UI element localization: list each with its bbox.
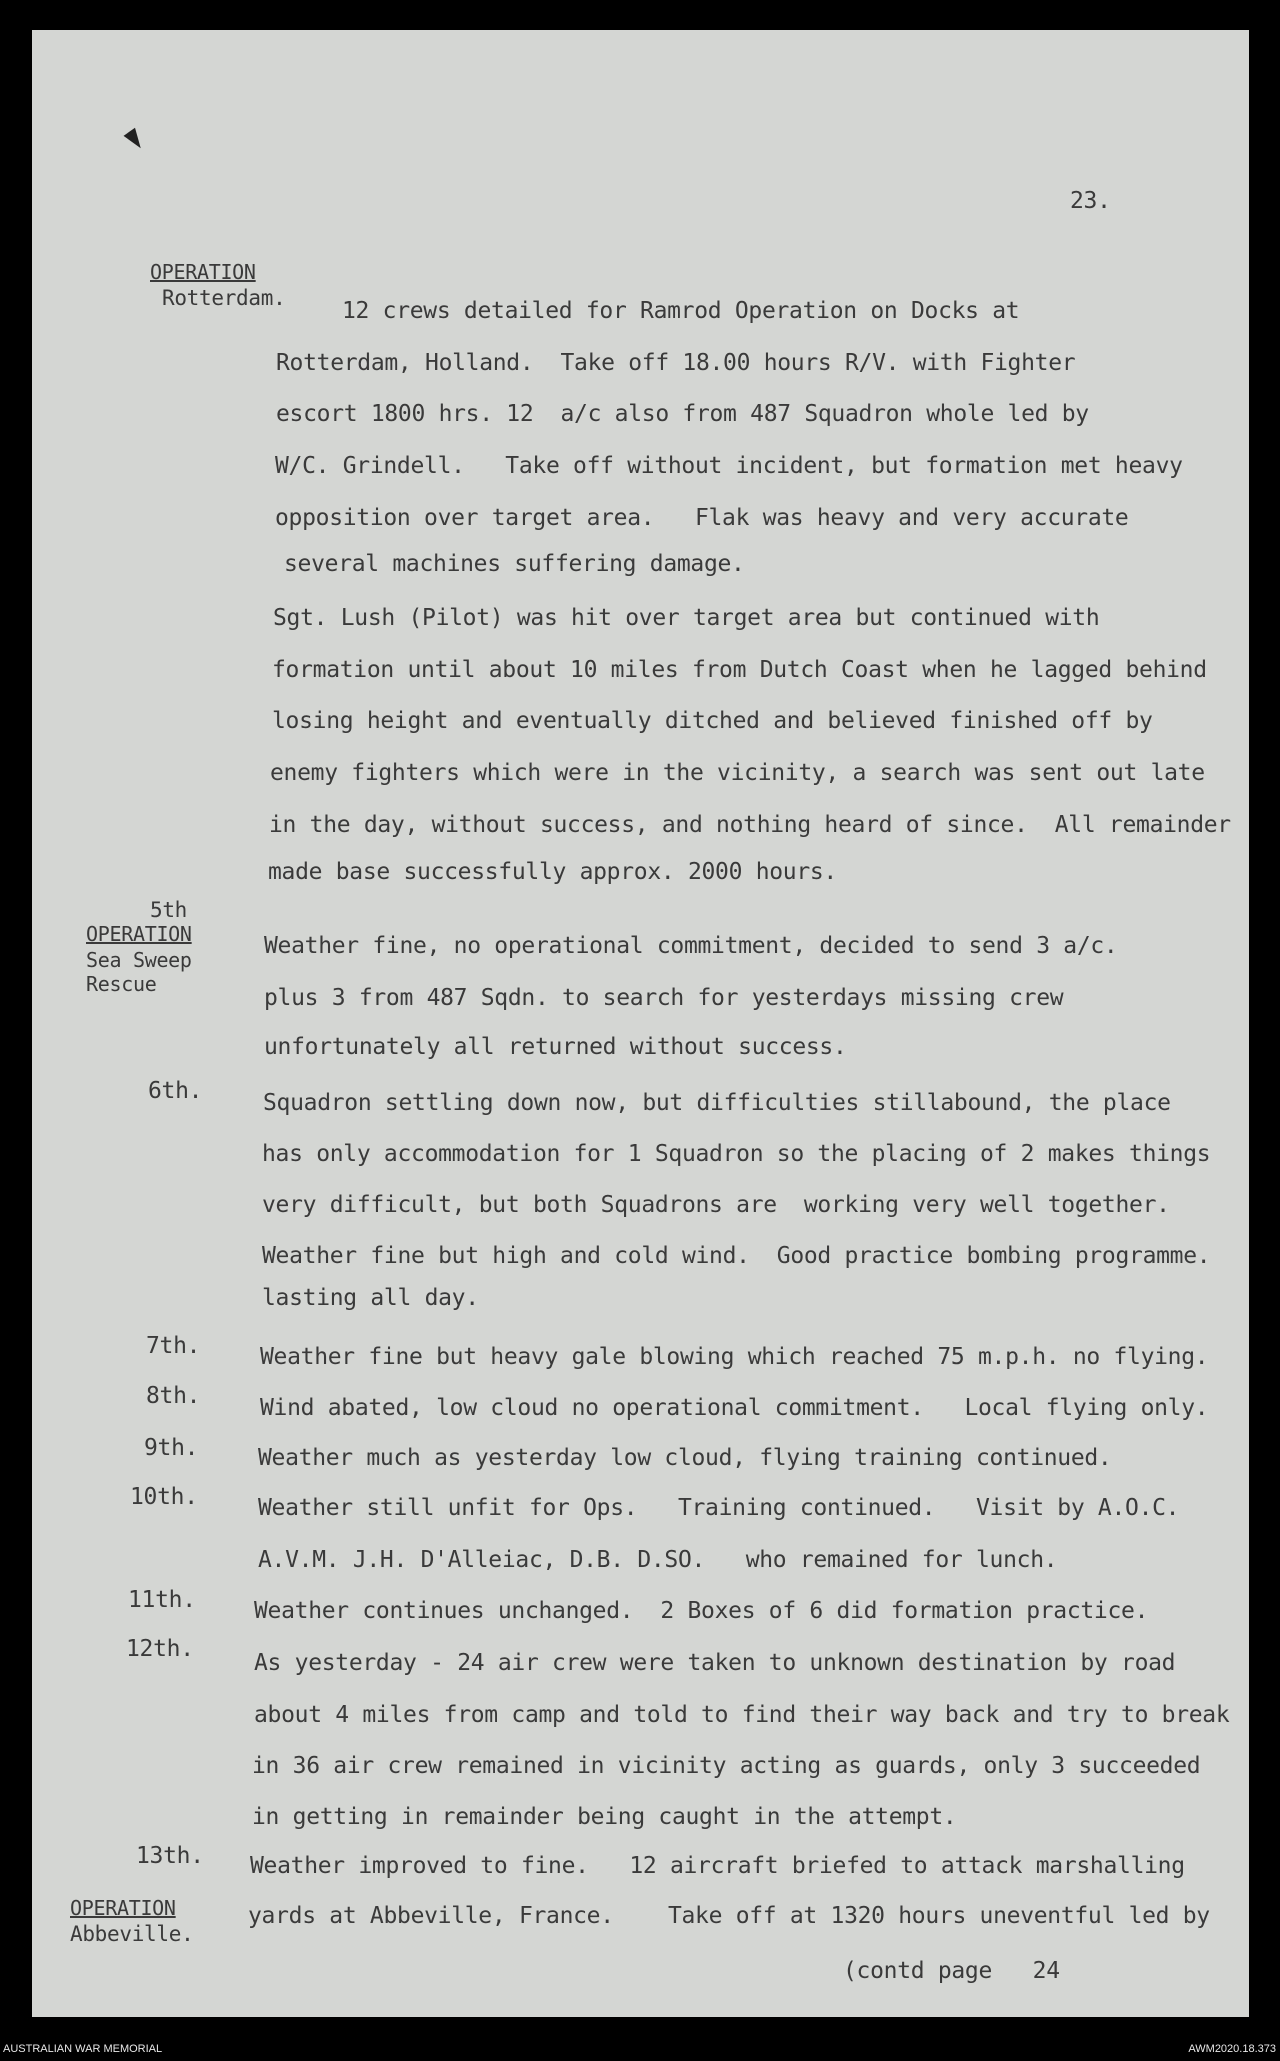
body-line-16: Squadron settling down now, but difficulties stillabound, the place [263,1090,1171,1116]
body-line-2: Rotterdam, Holland. Take off 18.00 hours R/V. with Fighter [276,350,1076,376]
body-line-1: 12 crews detailed for Ramrod Operation on Docks at [342,298,1020,324]
body-line-8: formation until about 10 miles from Dutch Coast when he lagged behind [272,657,1207,683]
date-7th: 7th. [146,1333,201,1359]
date-6th: 6th. [148,1078,203,1104]
body-line-25: A.V.M. J.H. D'Alleiac, D.B. D.SO. who remained for lunch. [258,1547,1058,1573]
body-line-27: As yesterday - 24 air crew were taken to unknown destination by road [254,1650,1176,1676]
body-line-18: very difficult, but both Squadrons are working very well together. [262,1192,1170,1218]
body-line-22: Wind abated, low cloud no operational commitment. Local flying only. [260,1395,1209,1421]
date-8th: 8th. [146,1383,201,1409]
date-12th: 12th. [126,1636,194,1662]
operation-sea-sweep: Sea Sweep [86,948,192,972]
continued-note: (contd page 24 [843,1958,1060,1984]
body-line-19: Weather fine but high and cold wind. Good practice bombing programme. [262,1243,1211,1269]
footer-source: AUSTRALIAN WAR MEMORIAL [3,2043,163,2055]
operation-place-abbeville: Abbeville. [70,1922,194,1946]
body-line-29: in 36 air crew remained in vicinity acting as guards, only 3 succeeded [252,1753,1201,1779]
date-10th: 10th. [130,1484,198,1510]
body-line-11: in the day, without success, and nothing heard of since. All remainder [269,812,1231,838]
body-line-14: plus 3 from 487 Sqdn. to search for yesterdays missing crew [264,985,1064,1011]
body-line-21: Weather fine but heavy gale blowing which reached 75 m.p.h. no flying. [260,1344,1209,1370]
body-line-6: several machines suffering damage. [284,551,745,577]
body-line-24: Weather still unfit for Ops. Training continued. Visit by A.O.C. [258,1495,1180,1521]
body-line-7: Sgt. Lush (Pilot) was hit over target area but continued with [273,605,1100,631]
operation-heading-abbeville: OPERATION [70,1896,176,1920]
body-line-30: in getting in remainder being caught in the attempt. [252,1804,957,1830]
body-line-23: Weather much as yesterday low cloud, flying training continued. [258,1445,1112,1471]
date-5th: 5th [150,898,188,922]
operation-heading-sea-sweep: OPERATION [86,922,192,946]
body-line-31: Weather improved to fine. 12 aircraft briefed to attack marshalling [250,1853,1185,1879]
body-line-15: unfortunately all returned without success. [264,1034,847,1060]
body-line-5: opposition over target area. Flak was heavy and very accurate [275,505,1129,531]
body-line-9: losing height and eventually ditched and believed finished off by [272,708,1153,734]
body-line-26: Weather continues unchanged. 2 Boxes of 6 did formation practice. [254,1598,1149,1624]
body-line-17: has only accommodation for 1 Squadron so the placing of 2 makes things [262,1141,1211,1167]
body-line-4: W/C. Grindell. Take off without incident, but formation met heavy [275,453,1183,479]
operation-place-rotterdam: Rotterdam. [162,286,286,310]
page-number: 23. [1070,188,1111,214]
body-line-32: yards at Abbeville, France. Take off at 1320 hours uneventful led by [248,1903,1210,1929]
body-line-12: made base successfully approx. 2000 hours. [268,859,837,885]
body-line-20: lasting all day. [262,1285,479,1311]
body-line-3: escort 1800 hrs. 12 a/c also from 487 Squadron whole led by [276,401,1089,427]
date-11th: 11th. [128,1587,196,1613]
body-line-10: enemy fighters which were in the vicinity, a search was sent out late [270,760,1205,786]
body-line-28: about 4 miles from camp and told to find their way back and try to break [254,1702,1230,1728]
operation-rescue: Rescue [86,972,157,996]
date-9th: 9th. [144,1435,199,1461]
operation-heading-rotterdam: OPERATION [150,260,256,284]
date-13th: 13th. [136,1843,204,1869]
footer-reference: AWM2020.18.373 [1188,2043,1276,2055]
body-line-13: Weather fine, no operational commitment, decided to send 3 a/c. [264,933,1118,959]
